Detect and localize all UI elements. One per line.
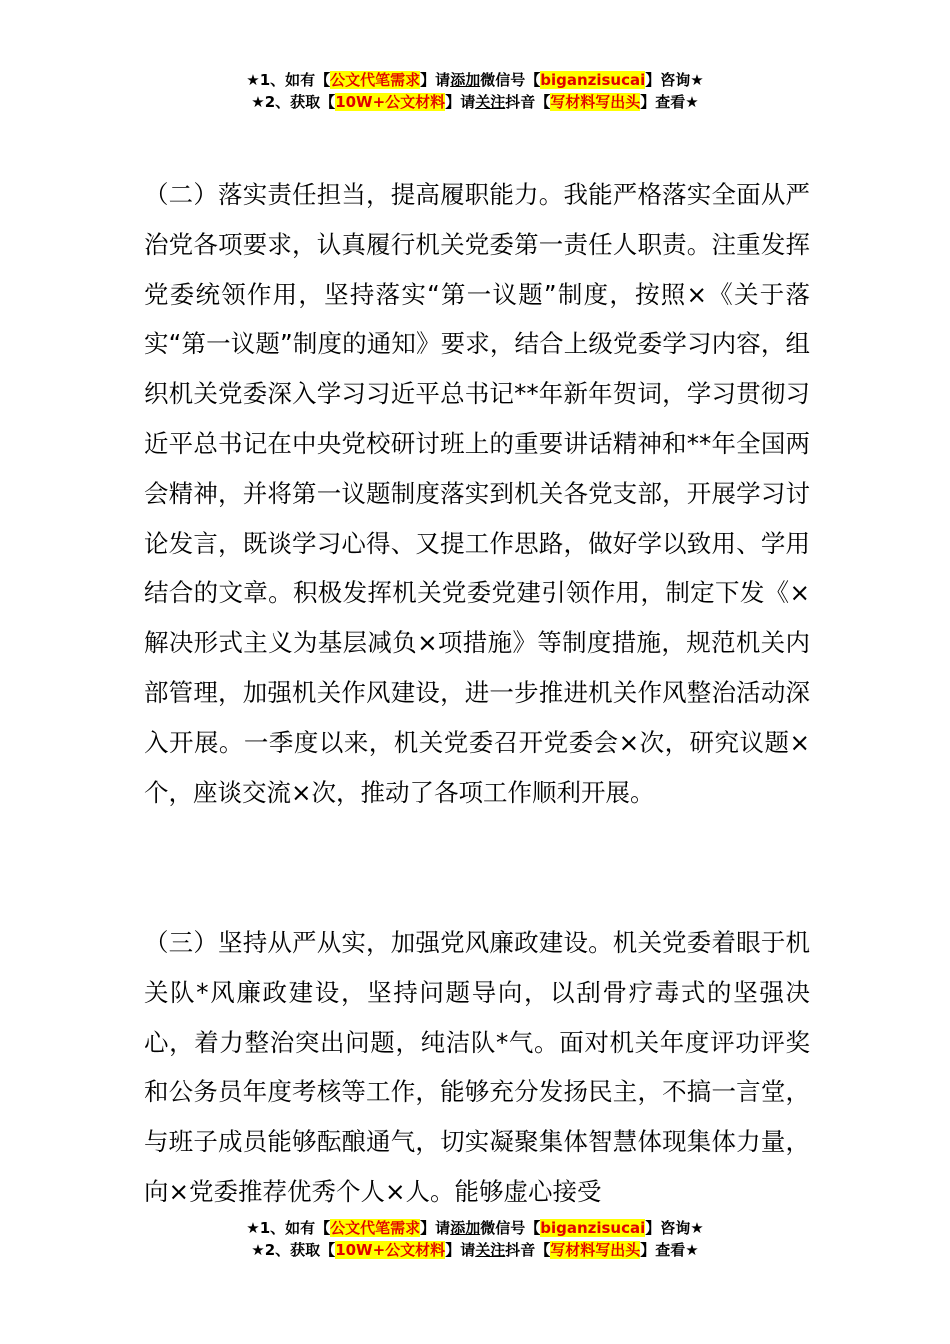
banner-underlined-text: 关注 <box>475 93 506 111</box>
banner-text: ★1、如有【 <box>246 71 331 89</box>
banner-text: ★2、获取【 <box>251 93 336 111</box>
banner-line-1 <box>0 69 950 91</box>
banner-text: 】请 <box>445 1241 476 1259</box>
banner-highlight: biganzisucai <box>540 71 646 89</box>
body-paragraph: （二）落实责任担当，提高履职能力。我能严格落实全面从严治党各项要求，认真履行机关党委第一责任人职责。注重发挥党委统领作用，坚持落实“第一议题”制度，按照×《关于落实“第一议题”制度的通知》要求，结合上级党委学习内容，组织机关党委深入学习习近平总书记**年新年贺词，学习贯彻习近平总书记在中央党校研讨班上的重要讲话精神和**年全国两会精神，并将第一议题制度落实到机关各党支部，开展学习讨论发言，既谈学习心得、又提工作思路，做好学以致用、学用结合的文章。积极发挥机关党委党建引领作用，制定下发《×解决形式主义为基层减负×项措施》等制度措施，规范机关内部管理，加强机关作风建设，进一步推进机关作风整治活动深入开展。一季度以来，机关党委召开党委会×次，研究议题×个，座谈交流×次，推动了各项工作顺利开展。 <box>144 180 810 807</box>
banner-text: 】咨询★ <box>645 1219 704 1237</box>
banner-highlight: 公文代笔需求 <box>330 71 421 89</box>
header-banner <box>0 69 950 113</box>
banner-highlight: biganzisucai <box>540 1219 646 1237</box>
banner-line-2 <box>0 91 950 113</box>
banner-text: 】查看★ <box>640 1241 699 1259</box>
banner-underlined-text: 添加 <box>450 71 481 89</box>
banner-highlight: 公文代笔需求 <box>330 1219 421 1237</box>
banner-text: 微信号【 <box>480 71 541 89</box>
banner-text: 】请 <box>445 93 476 111</box>
banner-underlined-text: 关注 <box>475 1241 506 1259</box>
body-paragraph: （三）坚持从严从实，加强党风廉政建设。机关党委着眼于机关队*风廉政建设，坚持问题导向，以刮骨疗毒式的坚强决心，着力整治突出问题，纯洁队*气。面对机关年度评功评奖和公务员年度考核等工作，能够充分发扬民主，不搞一言堂，与班子成员能够酝酿通气，切实凝聚集体智慧体现集体力量，向×党委推荐优秀个人×人。能够虚心接受 <box>144 928 810 1206</box>
banner-text: 】咨询★ <box>645 71 704 89</box>
banner-text: 】请 <box>420 1219 451 1237</box>
banner-text: 微信号【 <box>480 1219 541 1237</box>
banner-underlined-text: 添加 <box>450 1219 481 1237</box>
banner-text: ★1、如有【 <box>246 1219 331 1237</box>
banner-text: 抖音【 <box>505 93 551 111</box>
banner-text: ★2、获取【 <box>251 1241 336 1259</box>
banner-text: 】请 <box>420 71 451 89</box>
banner-text: 抖音【 <box>505 1241 551 1259</box>
banner-line-2 <box>0 1239 950 1261</box>
banner-highlight: 写材料写出头 <box>550 1241 641 1259</box>
banner-line-1 <box>0 1217 950 1239</box>
banner-highlight: 写材料写出头 <box>550 93 641 111</box>
banner-text: 】查看★ <box>640 93 699 111</box>
footer-banner <box>0 1217 950 1261</box>
banner-highlight: 10W+公文材料 <box>335 93 446 111</box>
banner-highlight: 10W+公文材料 <box>335 1241 446 1259</box>
